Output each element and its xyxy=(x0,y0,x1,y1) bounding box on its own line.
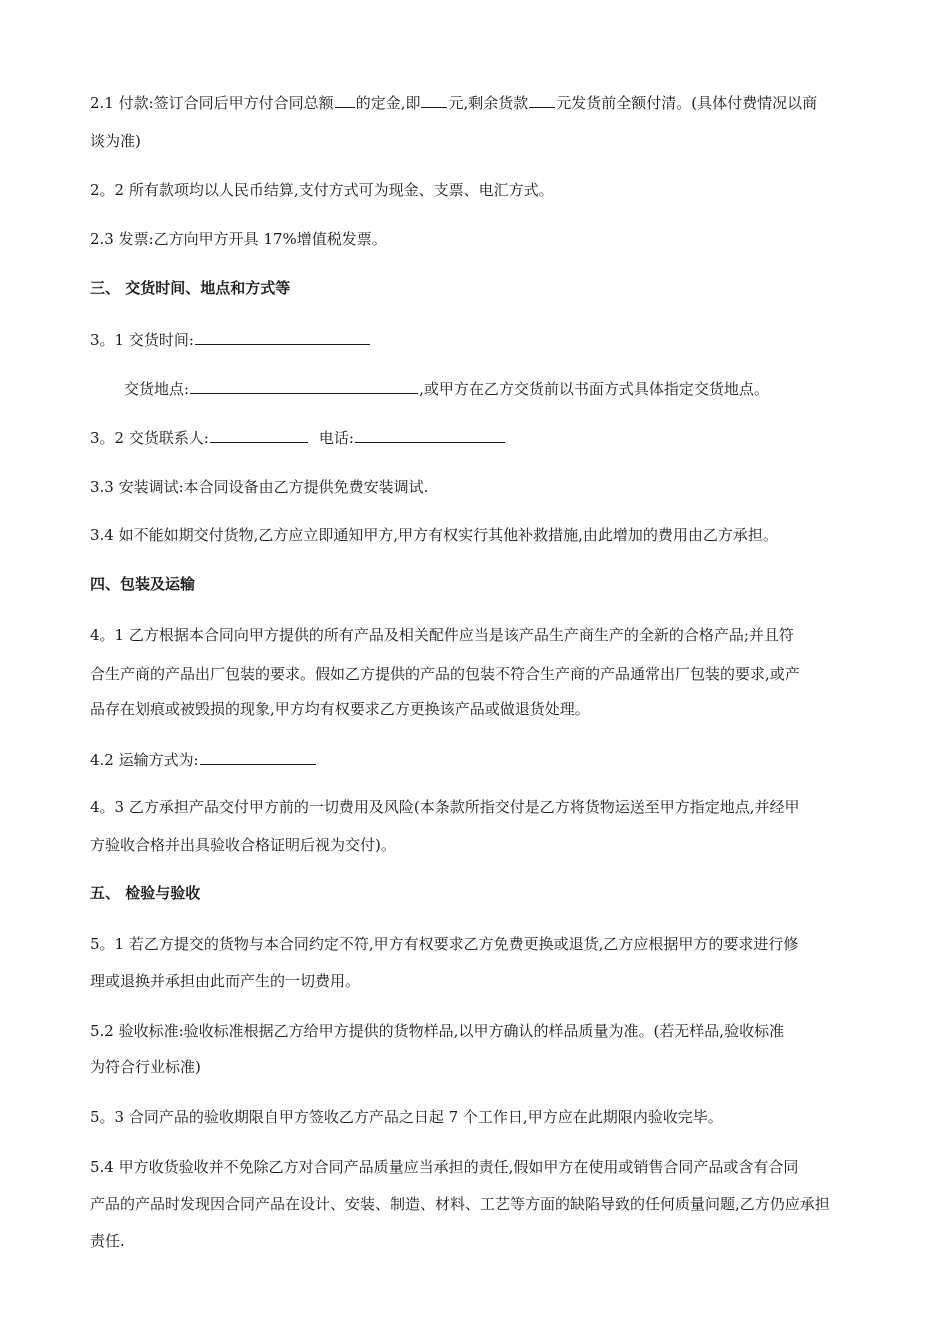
clause-5-4-line-1: 5.4 甲方收货验收并不免除乙方对合同产品质量应当承担的责任,假如甲方在使用或销售合同产品或含有合同 xyxy=(90,1158,799,1176)
clause-4-1-line-2: 合生产商的产品出厂包装的要求。假如乙方提供的产品的包装不符合生产商的产品通常出厂包装的要求,或产 xyxy=(90,665,800,683)
clause-5-1-line-1: 5。1 若乙方提交的货物与本合同约定不符,甲方有权要求乙方免费更换或退货,乙方应根据甲方的要求进行修 xyxy=(90,935,799,953)
clause-5-2-line-1: 5.2 验收标准:验收标准根据乙方给甲方提供的货物样品,以甲方确认的样品质量为准。(若无样品,验收标准 xyxy=(90,1022,785,1040)
clause-2-1-text-d: 元发货前全额付清。(具体付费情况以商 xyxy=(556,94,818,112)
clause-3-1 xyxy=(90,329,900,350)
clause-4-1-line-3: 品存在划痕或被毁损的现象,甲方均有权要求乙方更换该产品或做退货处理。 xyxy=(90,700,590,718)
clause-3-1-location xyxy=(124,378,934,399)
clause-2-3: 2.3 发票:乙方向甲方开具 17%增值税发票。 xyxy=(90,230,387,248)
section-4-heading: 四、包装及运输 xyxy=(90,575,196,593)
clause-2-1-text-b: 的定金,即 xyxy=(355,94,421,112)
clause-2-1-continued: 谈为准) xyxy=(90,132,141,150)
transport-method-label: 4.2 运输方式为: xyxy=(90,751,199,769)
clause-5-3: 5。3 合同产品的验收期限自甲方签收乙方产品之日起 7 个工作日,甲方应在此期限内验收完毕。 xyxy=(90,1108,723,1126)
section-3-heading: 三、 交货时间、地点和方式等 xyxy=(90,279,291,297)
clause-3-3: 3.3 安装调试:本合同设备由乙方提供免费安装调试. xyxy=(90,478,429,496)
clause-4-3-line-1: 4。3 乙方承担产品交付甲方前的一切费用及风险(本条款所指交付是乙方将货物运送至甲方指定地点,并经甲 xyxy=(90,798,800,816)
balance-amount-blank[interactable] xyxy=(529,92,555,108)
clause-4-1-line-1: 4。1 乙方根据本合同向甲方提供的所有产品及相关配件应当是该产品生产商生产的全新的合格产品;并且符 xyxy=(90,626,794,644)
delivery-contact-label: 3。2 交货联系人: xyxy=(90,429,209,447)
phone-label: 电话: xyxy=(318,429,354,447)
deposit-amount-blank[interactable] xyxy=(421,92,447,108)
clause-2-1 xyxy=(90,92,900,113)
clause-3-2 xyxy=(90,427,900,448)
clause-5-4-line-3: 责任. xyxy=(90,1232,125,1250)
clause-2-1-text-a: 2.1 付款:签订合同后甲方付合同总额 xyxy=(90,94,334,112)
clause-2-2: 2。2 所有款项均以人民币结算,支付方式可为现金、支票、电汇方式。 xyxy=(90,181,554,199)
clause-5-4-line-2: 产品的产品时发现因合同产品在设计、安装、制造、材料、工艺等方面的缺陷导致的任何质量问题,乙方仍应承担 xyxy=(90,1195,830,1213)
clause-3-4: 3.4 如不能如期交付货物,乙方应立即通知甲方,甲方有权实行其他补救措施,由此增加的费用由乙方承担。 xyxy=(90,526,778,544)
delivery-contact-blank[interactable] xyxy=(210,427,308,443)
delivery-time-blank[interactable] xyxy=(195,329,370,345)
clause-5-1-line-2: 理或退换并承担由此而产生的一切费用。 xyxy=(90,972,361,990)
deposit-ratio-blank[interactable] xyxy=(335,92,355,108)
delivery-location-suffix: ,或甲方在乙方交货前以书面方式具体指定交货地点。 xyxy=(419,380,769,398)
transport-method-blank[interactable] xyxy=(200,749,316,765)
delivery-time-label: 3。1 交货时间: xyxy=(90,331,194,349)
section-5-heading: 五、 检验与验收 xyxy=(90,884,201,902)
delivery-location-blank[interactable] xyxy=(190,378,418,394)
phone-blank[interactable] xyxy=(355,427,505,443)
clause-5-2-line-2: 为符合行业标准) xyxy=(90,1058,201,1076)
clause-4-3-line-2: 方验收合格并出具验收合格证明后视为交付)。 xyxy=(90,836,396,854)
clause-4-2 xyxy=(90,749,900,770)
clause-2-1-text-c: 元,剩余货款 xyxy=(448,94,529,112)
delivery-location-label: 交货地点: xyxy=(124,380,190,398)
